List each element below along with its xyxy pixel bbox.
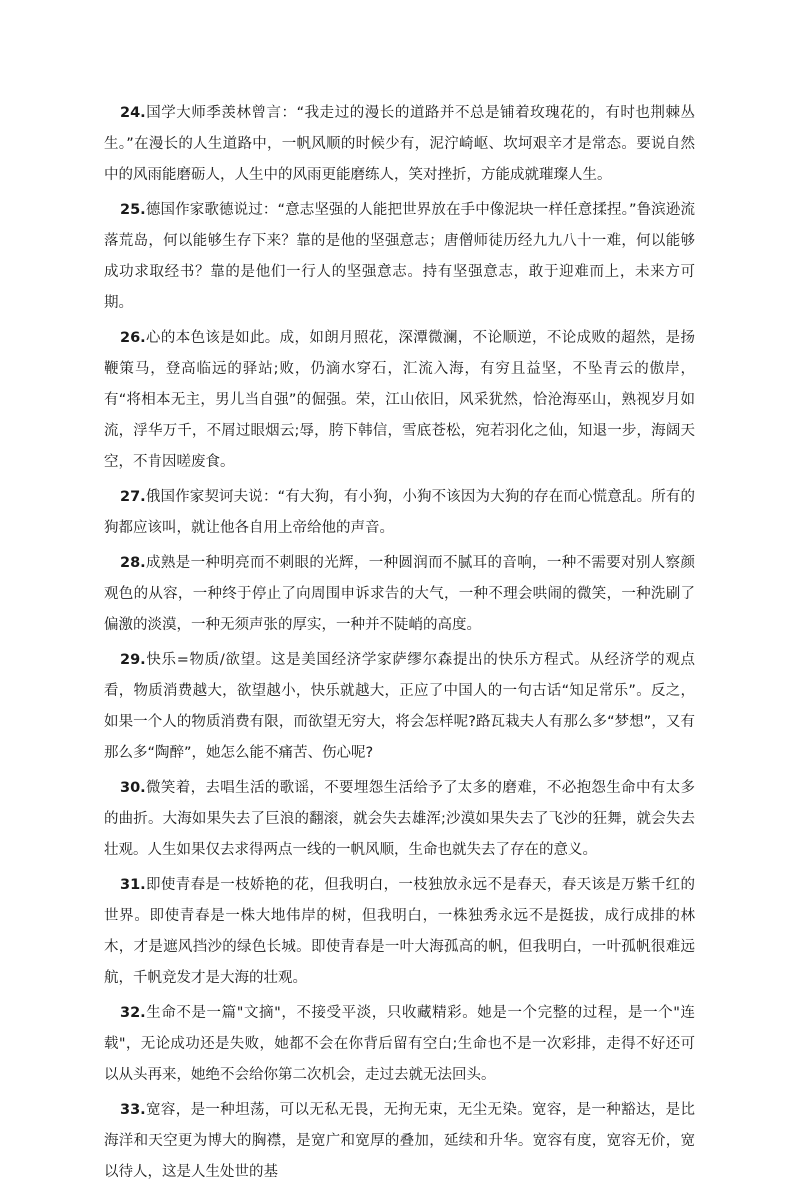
paragraph-number: 24. — [120, 105, 146, 121]
paragraph-text: 德国作家歌德说过：“意志坚强的人能把世界放在手中像泥块一样任意揉捏。”鲁滨逊流落荒岛，何以能够生存下来？靠的是他的坚强意志；唐僧师徒历经九九八十一难，何以能够成功求取经书？靠的是他们一行人的坚强意志。持有坚强意志，敢于迎难而上，未来方可期。 — [104, 202, 695, 311]
paragraph-number: 33. — [120, 1102, 146, 1118]
paragraph-number: 28. — [120, 555, 146, 571]
paragraph-number: 26. — [120, 330, 146, 346]
document-body — [104, 98, 695, 1192]
paragraph-31 — [104, 870, 695, 994]
paragraph-text: 即使青春是一枝娇艳的花，但我明白，一枝独放永远不是春天，春天该是万紫千红的世界。即使青春是一株大地伟岸的树，但我明白，一株独秀永远不是挺拔，成行成排的林木，才是遮风挡沙的绿色长城。即使青春是一叶大海孤高的帆，但我明白，一叶孤帆很难远航，千帆竞发才是大海的壮观。 — [104, 877, 695, 986]
paragraph-number: 29. — [120, 652, 146, 668]
paragraph-text: 宽容，是一种坦荡，可以无私无畏，无拘无束，无尘无染。宽容，是一种豁达，是比海洋和天空更为博大的胸襟，是宽广和宽厚的叠加，延续和升华。宽容有度，宽容无价，宽以待人，这是人生处世的基 — [104, 1102, 695, 1180]
paragraph-text: 成熟是一种明亮而不刺眼的光辉，一种圆润而不腻耳的音响，一种不需要对别人察颜观色的从容，一种终于停止了向周围申诉求告的大气，一种不理会哄闹的微笑，一种洗刷了偏激的淡漠，一种无须声张的厚实，一种并不陡峭的高度。 — [104, 555, 695, 633]
paragraph-number: 27. — [120, 489, 146, 505]
paragraph-number: 32. — [120, 1005, 146, 1021]
paragraph-25 — [104, 195, 695, 319]
paragraph-number: 31. — [120, 877, 146, 893]
paragraph-33 — [104, 1095, 695, 1188]
paragraph-text: 生命不是一篇"文摘"，不接受平淡，只收藏精彩。她是一个完整的过程，是一个"连载"，无论成功还是失败，她都不会在你背后留有空白;生命也不是一次彩排，走得不好还可以从头再来，她绝不会给你第二次机会，走过去就无法回头。 — [104, 1005, 695, 1083]
paragraph-text: 心的本色该是如此。成，如朗月照花，深潭微澜，不论顺逆，不论成败的超然，是扬鞭策马，登高临远的驿站;败，仍滴水穿石，汇流入海，有穷且益坚，不坠青云的傲岸，有“将相本无主，男儿当自强”的倔强。荣，江山依旧，风采犹然，恰沧海巫山，熟视岁月如流，浮华万千，不屑过眼烟云;辱，胯下韩信，雪底苍松，宛若羽化之仙，知退一步，海阔天空，不肯因嗟废食。 — [104, 330, 695, 470]
paragraph-number: 25. — [120, 202, 146, 218]
paragraph-24 — [104, 98, 695, 191]
paragraph-32 — [104, 998, 695, 1091]
paragraph-27 — [104, 482, 695, 544]
paragraph-text: 国学大师季羡林曾言：“我走过的漫长的道路并不总是铺着玫瑰花的，有时也荆棘丛生。”在漫长的人生道路中，一帆风顺的时候少有，泥泞崎岖、坎坷艰辛才是常态。要说自然中的风雨能磨砺人，人生中的风雨更能磨练人，笑对挫折，方能成就璀璨人生。 — [104, 105, 695, 183]
paragraph-text: 快乐=物质/欲望。这是美国经济学家萨缪尔森提出的快乐方程式。从经济学的观点看，物质消费越大，欲望越小，快乐就越大，正应了中国人的一句古话“知足常乐”。反之，如果一个人的物质消费有限，而欲望无穷大，将会怎样呢?路瓦栽夫人有那么多“梦想”，又有那么多“陶醉”，她怎么能不痛苦、伤心呢? — [104, 652, 695, 761]
paragraph-30 — [104, 773, 695, 866]
paragraph-26 — [104, 323, 695, 478]
paragraph-28 — [104, 548, 695, 641]
paragraph-text: 俄国作家契诃夫说：“有大狗，有小狗，小狗不该因为大狗的存在而心慌意乱。所有的狗都应该叫，就让他各自用上帝给他的声音。 — [104, 489, 695, 536]
paragraph-number: 30. — [120, 780, 146, 796]
paragraph-29 — [104, 645, 695, 769]
paragraph-text: 微笑着，去唱生活的歌谣，不要埋怨生活给予了太多的磨难，不必抱怨生命中有太多的曲折。大海如果失去了巨浪的翻滚，就会失去雄浑;沙漠如果失去了飞沙的狂舞，就会失去壮观。人生如果仅去求得两点一线的一帆风顺，生命也就失去了存在的意义。 — [104, 780, 695, 858]
